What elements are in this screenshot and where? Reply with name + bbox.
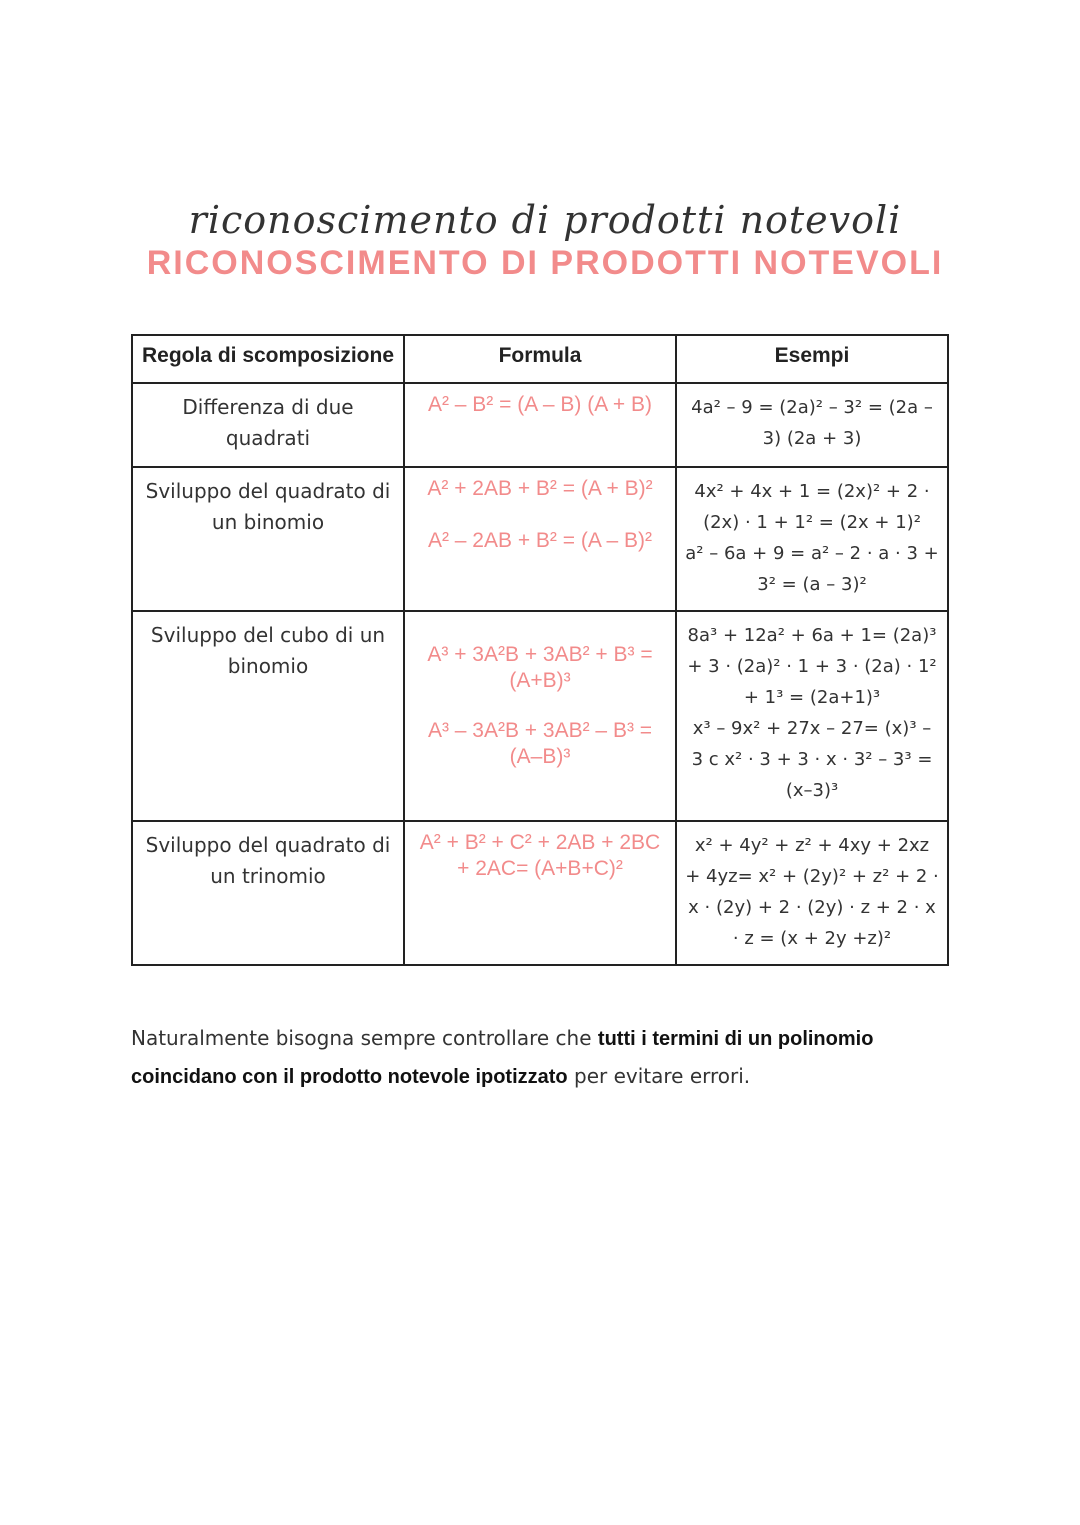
formula: A³ + 3A²B + 3AB² + B³ = (A+B)³ xyxy=(427,643,653,692)
example: 4x² + 4x + 1 = (2x)² + 2 · (2x) · 1 + 1² = (2x + 1)² xyxy=(694,481,930,533)
example-cell xyxy=(676,611,948,821)
note-text-end: per evitare errori. xyxy=(567,1064,751,1088)
example: x³ – 9x² + 27x – 27= (x)³ – 3 c x² · 3 + 3 · x · 3² – 3³ = (x–3)³ xyxy=(691,718,933,801)
table-row xyxy=(132,821,948,965)
header-formula: Formula xyxy=(404,335,676,383)
table-header-row xyxy=(132,335,948,383)
header-rule: Regola di scomposizione xyxy=(132,335,404,383)
handwritten-title: riconoscimento di prodotti notevoli xyxy=(188,198,902,242)
formula-cell xyxy=(404,467,676,611)
table-row xyxy=(132,467,948,611)
example: 8a³ + 12a² + 6a + 1= (2a)³ + 3 · (2a)² · 1 + 3 · (2a) · 1² + 1³ = (2a+1)³ xyxy=(687,625,937,708)
header-examples: Esempi xyxy=(676,335,948,383)
formula-cell xyxy=(404,383,676,467)
note-bold-text: tutti i termini di un polinomio coincidano con il prodotto notevole ipotizzato xyxy=(131,1028,874,1088)
formula: A³ – 3A²B + 3AB² – B³ = (A–B)³ xyxy=(427,719,653,768)
formula: A² + 2AB + B² = (A + B)² xyxy=(427,477,653,500)
formula-cell xyxy=(404,611,676,821)
rule-cell: Differenza di due quadrati xyxy=(132,383,404,467)
formula: A² – B² = (A – B) (A + B) xyxy=(427,393,653,416)
example-cell xyxy=(676,383,948,467)
products-table xyxy=(131,334,949,966)
table-row xyxy=(132,383,948,467)
example-cell xyxy=(676,467,948,611)
footnote-paragraph xyxy=(131,1020,951,1096)
example-cell xyxy=(676,821,948,965)
note-text: Naturalmente bisogna sempre controllare che xyxy=(131,1026,598,1050)
example: x² + 4y² + z² + 4xy + 2xz + 4yz= x² + (2y)² + z² + 2 · x · (2y) + 2 · (2y) · z + 2 · x · z = (x + 2y +z)² xyxy=(685,835,939,949)
table-row xyxy=(132,611,948,821)
rule-cell: Sviluppo del quadrato di un binomio xyxy=(132,467,404,611)
formula: A² + B² + C² + 2AB + 2BC + 2AC= (A+B+C)² xyxy=(419,831,661,880)
rule-cell: Sviluppo del quadrato di un trinomio xyxy=(132,821,404,965)
rule-cell: Sviluppo del cubo di un binomio xyxy=(132,611,404,821)
formula: A² – 2AB + B² = (A – B)² xyxy=(427,529,653,552)
example: 4a² – 9 = (2a)² – 3² = (2a – 3) (2a + 3) xyxy=(691,397,933,449)
page-title: RICONOSCIMENTO DI PRODOTTI NOTEVOLI xyxy=(146,244,944,282)
formula-cell xyxy=(404,821,676,965)
example: a² – 6a + 9 = a² – 2 · a · 3 + 3² = (a – 3)² xyxy=(685,543,939,595)
